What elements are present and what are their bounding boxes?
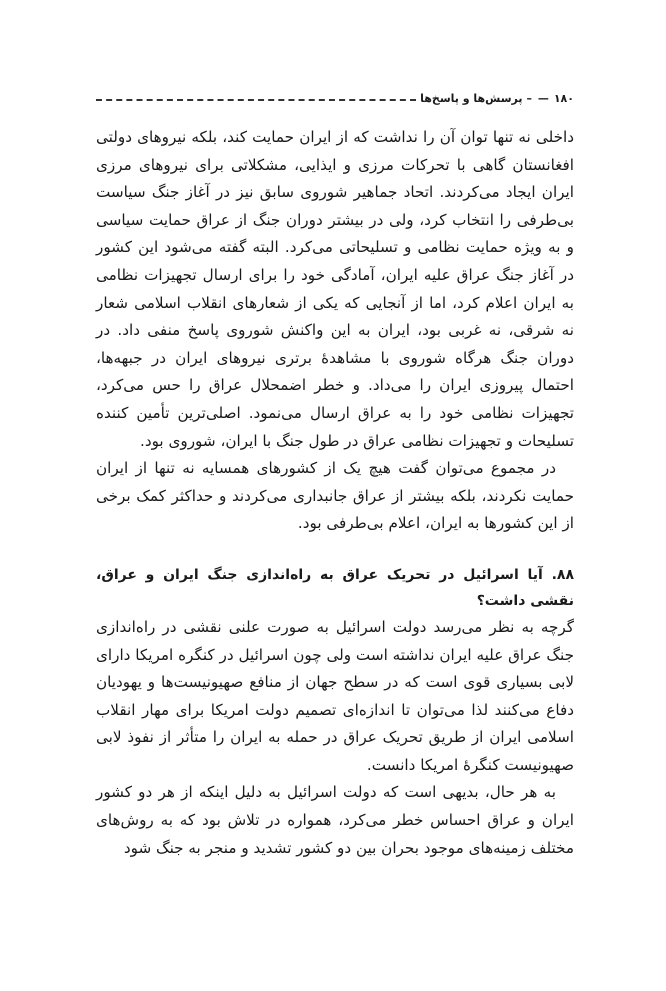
paragraph: در مجموع می‌توان گفت هیچ یک از کشورهای همسایه نه تنها از ایران حمایت نکردند، بلکه بیشتر از عراق جانبداری می‌کردند و حداکثر کمک برخی از این کشورها به ایران، اعلام بی‌طرفی بود. [96, 459, 574, 533]
paragraph: به هر حال، بدیهی است که دولت اسرائیل به دلیل اینکه از هر دو کشور ایران و عراق احساس خطر می‌کرد، همواره در تلاش بود که به روش‌های مختلف زمینه‌های موجود بحران بین دو کشور تشدید و منجر به جنگ شود [96, 783, 574, 857]
question-heading [96, 562, 574, 614]
paragraph: گرچه به نظر می‌رسد دولت اسرائیل به صورت علنی نقشی در راه‌اندازی جنگ عراق علیه ایران نداشته است ولی چون اسرائیل در کنگره امریکا دارای لابی بسیاری قوی است که در سطح جهان از منافع صهیونیست‌ها و یهودیان دفاع می‌کنند لذا می‌توان تا اندازه‌ای تصمیم دولت امریکا برای مهار انقلاب اسلامی ایران از طریق تحریک عراق در حمله به ایران را متأثر از نفوذ لابی صهیونیست کنگرهٔ امریکا دانست. [96, 617, 574, 774]
question-number: ۸۸. [551, 566, 575, 583]
book-page [96, 88, 574, 948]
body-text [96, 124, 574, 862]
header-dash: — – [526, 92, 550, 105]
running-header [96, 88, 574, 110]
header-dashed-rule [96, 99, 416, 101]
header-title: پرسش‌ها و پاسخ‌ها [420, 92, 523, 105]
page-number: ۱۸۰ [553, 92, 574, 105]
question-text: آیا اسرائیل در تحریک عراق به راه‌اندازی جنگ ایران و عراق، نقشی داشت؟ [96, 566, 574, 609]
paragraph: داخلی نه تنها توان آن را نداشت که از ایران حمایت کند، بلکه نیروهای دولتی افغانستان گاهی با تحرکات مرزی و ایذایی، مشکلاتی برای نیروهای مرزی ایران ایجاد می‌کردند. اتحاد جماهیر شوروی سابق نیز در آغاز جنگ سیاست بی‌طرفی را انتخاب کرد، ولی در بیشتر دوران جنگ از عراق حمایت سیاسی و به ویژه حمایت نظامی و تسلیحاتی می‌کرد. البته گفته می‌شود این کشور در آغاز جنگ عراق علیه ایران، آمادگی خود را برای ارسال تجهیزات نظامی به ایران اعلام کرد، اما از آنجایی که یکی از شعارهای انقلاب اسلامی شعار نه شرقی، نه غربی بود، ایران به این واکنش شوروی پاسخ منفی داد. در دوران جنگ هرگاه شوروی با مشاهدهٔ برتری نیروهای ایران در جبهه‌ها، احتمال پیروزی ایران را می‌داد. و خطر اضمحلال عراق را حس می‌کرد، تجهیزات نظامی خود را به عراق ارسال می‌نمود. اصلی‌ترین تأمین کننده تسلیحات و تجهیزات نظامی عراق در طول جنگ با ایران، شوروی بود. [96, 128, 574, 450]
